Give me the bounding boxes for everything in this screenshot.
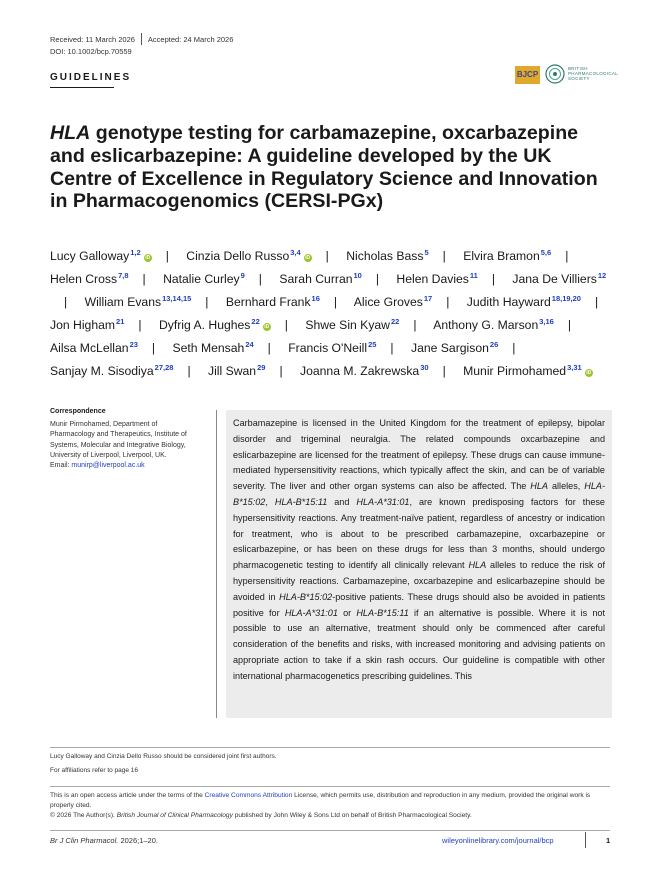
affiliation-superscript[interactable]: 3,16 bbox=[539, 317, 554, 327]
author-name[interactable] bbox=[208, 364, 265, 378]
author-name-text: Shwe Sin Kyaw bbox=[305, 318, 390, 333]
author-separator: | bbox=[138, 318, 142, 333]
affiliation-note: For affiliations refer to page 16 bbox=[50, 767, 139, 774]
affiliation-superscript[interactable]: 3,31 bbox=[567, 363, 582, 373]
author-separator: | bbox=[446, 295, 450, 310]
author-name[interactable] bbox=[411, 341, 498, 355]
footer-separator bbox=[585, 832, 586, 848]
orcid-icon[interactable]: iD bbox=[586, 370, 592, 377]
author-name-text: Joanna M. Zakrewska bbox=[300, 364, 420, 379]
author-name-text: Judith Hayward bbox=[466, 295, 551, 310]
author-name[interactable] bbox=[279, 272, 362, 286]
author-name[interactable] bbox=[512, 272, 606, 286]
author-separator: | bbox=[442, 249, 446, 264]
author-name[interactable] bbox=[163, 272, 245, 286]
section-underline bbox=[50, 87, 114, 88]
abstract-italic-term: HLA-B*15:02 bbox=[279, 591, 333, 602]
author-name-text: Seth Mensah bbox=[172, 341, 245, 356]
author-separator: | bbox=[267, 341, 271, 356]
affiliation-superscript[interactable]: 5,6 bbox=[540, 248, 552, 257]
license-block bbox=[50, 791, 610, 821]
affiliation-superscript[interactable]: 13,14,15 bbox=[162, 294, 192, 304]
affiliation-superscript[interactable]: 27,28 bbox=[154, 363, 174, 373]
footer-journal: Br J Clin Pharmacol. bbox=[50, 836, 119, 845]
abstract-segment: or bbox=[337, 607, 357, 618]
correspondence-address: Munir Pirmohamed, Department of Pharmacology and Therapeutics, Institute of Systems, Molecular and Integrative Biology, University of Liverpool, Liverpool, UK. bbox=[50, 421, 187, 459]
email-label: Email: bbox=[50, 462, 72, 470]
author-name-text: Dyfrig A. Hughes bbox=[158, 318, 251, 333]
affiliation-superscript[interactable]: 22 bbox=[251, 317, 260, 327]
abstract-segment: alleles to reduce the risk of hypersensitivity reactions. Carbamazepine, oxcarbazepine and eslicarbazepine should be avoided in bbox=[233, 560, 605, 602]
society-logo-text: BRITISH PHARMACOLOGICAL SOCIETY bbox=[568, 66, 618, 81]
author-name[interactable] bbox=[288, 341, 376, 355]
author-separator: | bbox=[491, 272, 496, 287]
license-text-pre: This is an open access article under the terms of the bbox=[50, 792, 205, 799]
footer-journal-url[interactable]: wileyonlinelibrary.com/journal/bcp bbox=[442, 836, 554, 845]
author-separator: | bbox=[284, 318, 288, 333]
author-name-text: Ailsa McLellan bbox=[50, 341, 129, 356]
author-separator: | bbox=[279, 364, 283, 379]
author-name[interactable] bbox=[50, 318, 124, 332]
author-name-text: Francis O'Neill bbox=[288, 341, 368, 356]
affiliation-superscript[interactable]: 18,19,20 bbox=[551, 294, 581, 304]
correspondence-email-line bbox=[50, 461, 200, 471]
affiliation-superscript[interactable]: 10 bbox=[353, 271, 362, 281]
abstract-segment: , bbox=[265, 496, 275, 507]
affiliation-superscript[interactable]: 22 bbox=[391, 317, 400, 327]
affiliation-superscript[interactable]: 9 bbox=[240, 271, 245, 281]
author-name-text: Cinzia Dello Russo bbox=[186, 249, 290, 264]
orcid-icon[interactable]: iD bbox=[305, 255, 311, 262]
joint-author-note: Lucy Galloway and Cinzia Dello Russo should be considered joint first authors. bbox=[50, 753, 277, 760]
author-name[interactable] bbox=[50, 364, 173, 378]
affiliation-superscript[interactable]: 25 bbox=[368, 340, 377, 350]
author-separator: | bbox=[142, 272, 146, 287]
copyright-pre: © 2026 The Author(s). bbox=[50, 812, 117, 819]
author-name[interactable] bbox=[346, 249, 428, 263]
author-name[interactable] bbox=[85, 295, 192, 309]
author-name[interactable] bbox=[463, 249, 551, 263]
affiliation-superscript[interactable]: 26 bbox=[489, 340, 499, 350]
footer-citation bbox=[50, 836, 158, 845]
author-separator: | bbox=[151, 341, 156, 356]
author-separator: | bbox=[258, 272, 262, 287]
correspondence-heading: Correspondence bbox=[50, 408, 106, 415]
orcid-icon[interactable]: iD bbox=[264, 324, 270, 331]
author-name-text: Helen Cross bbox=[50, 272, 118, 287]
affiliation-superscript[interactable]: 21 bbox=[116, 317, 125, 327]
doi[interactable]: DOI: 10.1002/bcp.70559 bbox=[50, 47, 132, 56]
author-separator: | bbox=[565, 249, 569, 264]
abstract-italic-term: HLA-B*15:11 bbox=[274, 496, 328, 507]
author-separator: | bbox=[390, 341, 394, 356]
copyright-post: published by John Wiley & Sons Ltd on behalf of British Pharmacological Society. bbox=[232, 812, 472, 819]
affiliation-superscript[interactable]: 24 bbox=[245, 340, 254, 350]
author-name[interactable] bbox=[159, 318, 271, 332]
affiliation-superscript[interactable]: 23 bbox=[129, 340, 138, 350]
affiliation-superscript[interactable]: 1,2 bbox=[130, 248, 141, 257]
abstract-segment: , are known predisposing factors for these hypersensitivity reactions. Any treatment-naïve patient, regardless of ancestry or indication for treatment, who is about to be prescribed carbamazepine, oxcarbazepine or eslicarbazepine, or has been on these drugs for less than 3 months, should undergo pharmacogenetic testing to identify all clinically relevant bbox=[233, 496, 605, 571]
abstract-text bbox=[226, 410, 612, 685]
author-name-text: Jill Swan bbox=[208, 364, 257, 379]
affiliation-superscript[interactable]: 17 bbox=[423, 294, 433, 304]
journal-logo: BJCP bbox=[515, 66, 540, 84]
accepted-date: Accepted: 24 March 2026 bbox=[147, 35, 234, 44]
author-name[interactable] bbox=[172, 341, 253, 355]
author-name[interactable] bbox=[305, 318, 399, 332]
author-separator: | bbox=[594, 295, 599, 310]
page-number: 1 bbox=[606, 836, 611, 845]
society-logo-icon bbox=[545, 64, 565, 84]
received-date: Received: 11 March 2026 bbox=[50, 35, 135, 44]
author-name-text: Bernhard Frank bbox=[225, 295, 311, 310]
author-list bbox=[50, 243, 620, 381]
license-line bbox=[50, 791, 610, 811]
author-name-text: Anthony G. Marson bbox=[433, 318, 539, 333]
copyright-line bbox=[50, 811, 610, 821]
abstract-italic-term: HLA bbox=[530, 481, 548, 492]
author-name[interactable] bbox=[50, 272, 129, 286]
article-title bbox=[50, 122, 610, 213]
footer-divider bbox=[50, 830, 610, 831]
author-name-text: Alice Groves bbox=[353, 295, 423, 310]
abstract-segment: alleles, bbox=[548, 481, 585, 492]
author-name-text: Elvira Bramon bbox=[463, 249, 540, 264]
email-link[interactable]: munirp@liverpool.ac.uk bbox=[71, 462, 145, 470]
author-separator: | bbox=[567, 318, 572, 333]
section-label: GUIDELINES bbox=[50, 72, 132, 83]
affiliation-superscript[interactable]: 30 bbox=[420, 363, 429, 373]
author-name-text: Nicholas Bass bbox=[346, 249, 424, 264]
author-name[interactable] bbox=[50, 341, 138, 355]
correspondence-body bbox=[50, 420, 200, 471]
license-divider bbox=[50, 786, 610, 787]
author-name[interactable] bbox=[354, 295, 432, 309]
author-name-text: Jane Sargison bbox=[410, 341, 489, 356]
author-separator: | bbox=[512, 341, 516, 356]
author-name-text: William Evans bbox=[84, 295, 162, 310]
footer-year-pages: 2026;1–20. bbox=[118, 836, 158, 845]
author-name[interactable] bbox=[300, 364, 429, 378]
author-name-text: Jana De Villiers bbox=[512, 272, 597, 287]
cc-license-link[interactable]: Creative Commons Attribution bbox=[204, 792, 293, 799]
author-name-text: Sanjay M. Sisodiya bbox=[50, 364, 154, 379]
abstract-italic-term: HLA bbox=[468, 560, 487, 571]
author-name[interactable] bbox=[396, 272, 477, 286]
abstract-italic-term: HLA-A*31:01 bbox=[356, 496, 410, 507]
author-separator: | bbox=[325, 249, 329, 264]
author-name-text: Natalie Curley bbox=[163, 272, 240, 287]
author-separator: | bbox=[165, 249, 169, 264]
abstract-italic-term: HLA-B*15:11 bbox=[356, 607, 409, 618]
author-separator: | bbox=[205, 295, 209, 310]
orcid-icon[interactable]: iD bbox=[145, 255, 151, 262]
affiliation-superscript[interactable]: 29 bbox=[257, 363, 266, 373]
author-name[interactable] bbox=[433, 318, 554, 332]
author-name[interactable] bbox=[463, 364, 593, 378]
license-text-post: License, which permits use, distribution and reproduction in any medium, provided the original work is properly cited. bbox=[50, 792, 591, 809]
affiliation-superscript[interactable]: 7,8 bbox=[118, 271, 129, 281]
date-separator bbox=[141, 33, 142, 45]
author-name[interactable] bbox=[467, 295, 581, 309]
author-separator: | bbox=[442, 364, 446, 379]
abstract-segment: -positive patients. These drugs should also be avoided in patients positive for bbox=[233, 591, 605, 618]
title-italic-part: HLA bbox=[50, 122, 91, 144]
author-name-text: Jon Higham bbox=[50, 318, 116, 333]
author-separator: | bbox=[413, 318, 417, 333]
author-name-text: Helen Davies bbox=[396, 272, 469, 287]
author-separator: | bbox=[333, 295, 338, 310]
affiliation-superscript[interactable]: 11 bbox=[469, 271, 478, 281]
author-separator: | bbox=[375, 272, 380, 287]
abstract-box bbox=[226, 410, 612, 718]
author-separator: | bbox=[64, 295, 68, 310]
author-name-text: Munir Pirmohamed bbox=[463, 364, 567, 379]
copyright-journal: British Journal of Clinical Pharmacology bbox=[116, 812, 233, 819]
author-name[interactable] bbox=[50, 249, 152, 263]
author-name[interactable] bbox=[186, 249, 311, 263]
abstract-left-rule bbox=[216, 410, 217, 718]
author-name-text: Sarah Curran bbox=[279, 272, 353, 287]
affiliation-superscript[interactable]: 5 bbox=[424, 248, 429, 257]
author-name-text: Lucy Galloway bbox=[50, 249, 130, 264]
abstract-italic-term: HLA-A*31:01 bbox=[284, 607, 338, 618]
affiliation-superscript[interactable]: 12 bbox=[597, 271, 607, 281]
abstract-segment: and bbox=[327, 496, 357, 507]
author-name[interactable] bbox=[226, 295, 320, 309]
abstract-segment: if an alternative is possible. Where it is not possible to use an alternative, treatment should only be commenced after careful consideration of the benefits and risks, with increased monitoring and advising patients on appropriate action to take if a skin rash occurs. Our guideline is compatible with other international pharmacogenetics prescribing guidelines. This bbox=[233, 607, 606, 681]
title-text: genotype testing for carbamazepine, oxcarbazepine and eslicarbazepine: A guideline developed by the UK Centre of Excellence in Regulatory Science and Innovation in Pharmacogenomics (CERSI-PGx) bbox=[50, 122, 598, 213]
author-separator: | bbox=[187, 364, 191, 379]
affiliation-superscript[interactable]: 3,4 bbox=[290, 248, 301, 257]
abstract-italic-term: HLA-B*15:02 bbox=[233, 481, 605, 507]
abstract-segment: Carbamazepine is licensed in the United Kingdom for the treatment of epilepsy, bipolar disorder and trigeminal neuralgia. The related compounds oxcarbazepine and eslicarbazepine are licensed for the treatment of epilepsy. These drugs can cause immune-mediated hypersensitivity reactions, which typically affect the skin, and can be of variable severity. The liver and other organ systems can also be affected. The bbox=[233, 418, 605, 492]
article-dates bbox=[50, 33, 233, 45]
footnote-divider bbox=[50, 747, 610, 748]
affiliation-superscript[interactable]: 16 bbox=[311, 294, 320, 304]
